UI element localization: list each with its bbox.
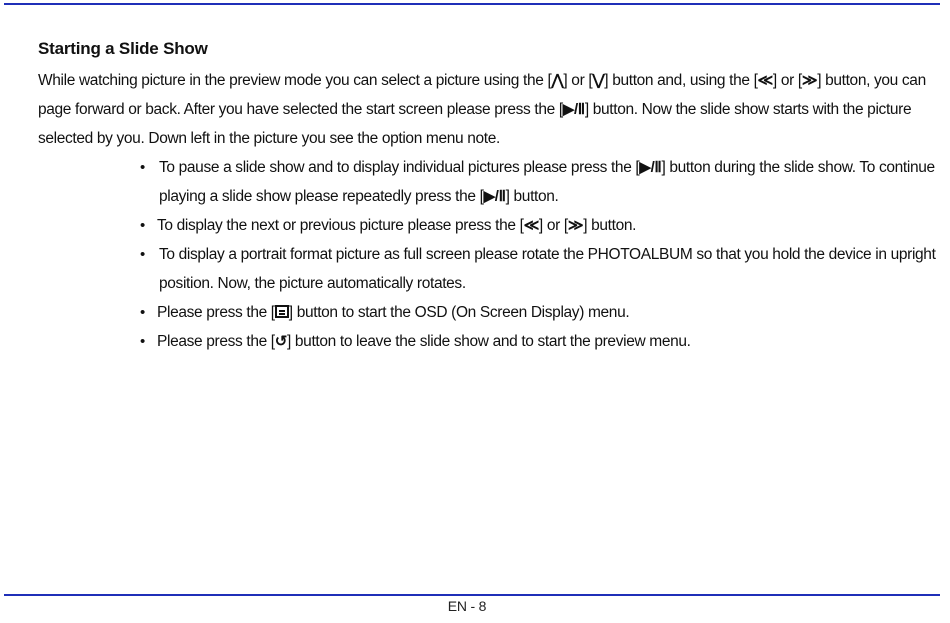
intro-text-2: ] or [ [563,72,593,89]
fast-forward-icon: ≫ [801,72,818,89]
bullet-icon: • [140,333,145,350]
list-item [140,298,946,327]
list-item [140,327,946,356]
list-item [140,211,946,240]
rewind-icon: ≪ [757,72,773,89]
bullet-icon: • [140,304,145,321]
top-rule [4,3,940,5]
rewind-icon: ≪ [523,217,539,234]
bullet-2-text-2: ] or [ [538,217,568,234]
play-pause-icon: ▶/Ⅱ [639,159,662,176]
back-icon: ↺ [274,333,287,350]
bullet-1-text-1: To pause a slide show and to display individual pictures please press the [ [159,159,640,176]
intro-text-1: While watching picture in the preview mode you can select a picture using the [ [38,72,552,89]
bottom-rule [4,594,940,596]
up-arrow-icon: ⋀ [551,72,564,89]
fast-forward-icon: ≫ [567,217,584,234]
bullet-4-text-2: ] button to start the OSD (On Screen Display) menu. [288,304,630,321]
bullet-2-text-3: ] button. [583,217,637,234]
instruction-list [140,153,946,356]
intro-text-4: ] or [ [772,72,802,89]
play-pause-icon: ▶/Ⅱ [483,188,506,205]
bullet-2-text-1: To display the next or previous picture please press the [ [157,217,524,234]
bullet-5-text-1: Please press the [ [157,333,275,350]
intro-text-3: ] button and, using the [ [604,72,758,89]
list-item [140,240,946,298]
intro-text-6: ] button. Now the slide show starts with the picture selected by you. Down left in the picture you see the option menu note. [38,101,912,147]
bullet-1-text-3: ] button. [505,188,559,205]
bullet-icon: • [140,217,145,234]
bullet-1-text-2: ] button during the slide show. To continue playing a slide show please repeatedly press the [ [159,159,935,205]
bullet-5-text-2: ] button to leave the slide show and to start the preview menu. [287,333,691,350]
bullet-icon: • [140,159,145,176]
bullet-4-text-1: Please press the [ [157,304,275,321]
bullet-3-text-1: To display a portrait format picture as full screen please rotate the PHOTOALBUM so that you hold the device in upright position. Now, the picture automatically rotates. [159,246,936,292]
page-content [38,38,946,356]
intro-text-5: ] button, you can page forward or back. After you have selected the start screen please press the [ [38,72,926,118]
menu-icon [275,305,289,318]
bullet-icon: • [140,246,145,263]
intro-paragraph [38,66,946,153]
section-heading: Starting a Slide Show [38,39,208,58]
down-arrow-icon: ⋁ [592,72,605,89]
page-number: EN - 8 [447,598,487,614]
list-item [140,153,946,211]
play-pause-icon: ▶/Ⅱ [562,101,585,118]
